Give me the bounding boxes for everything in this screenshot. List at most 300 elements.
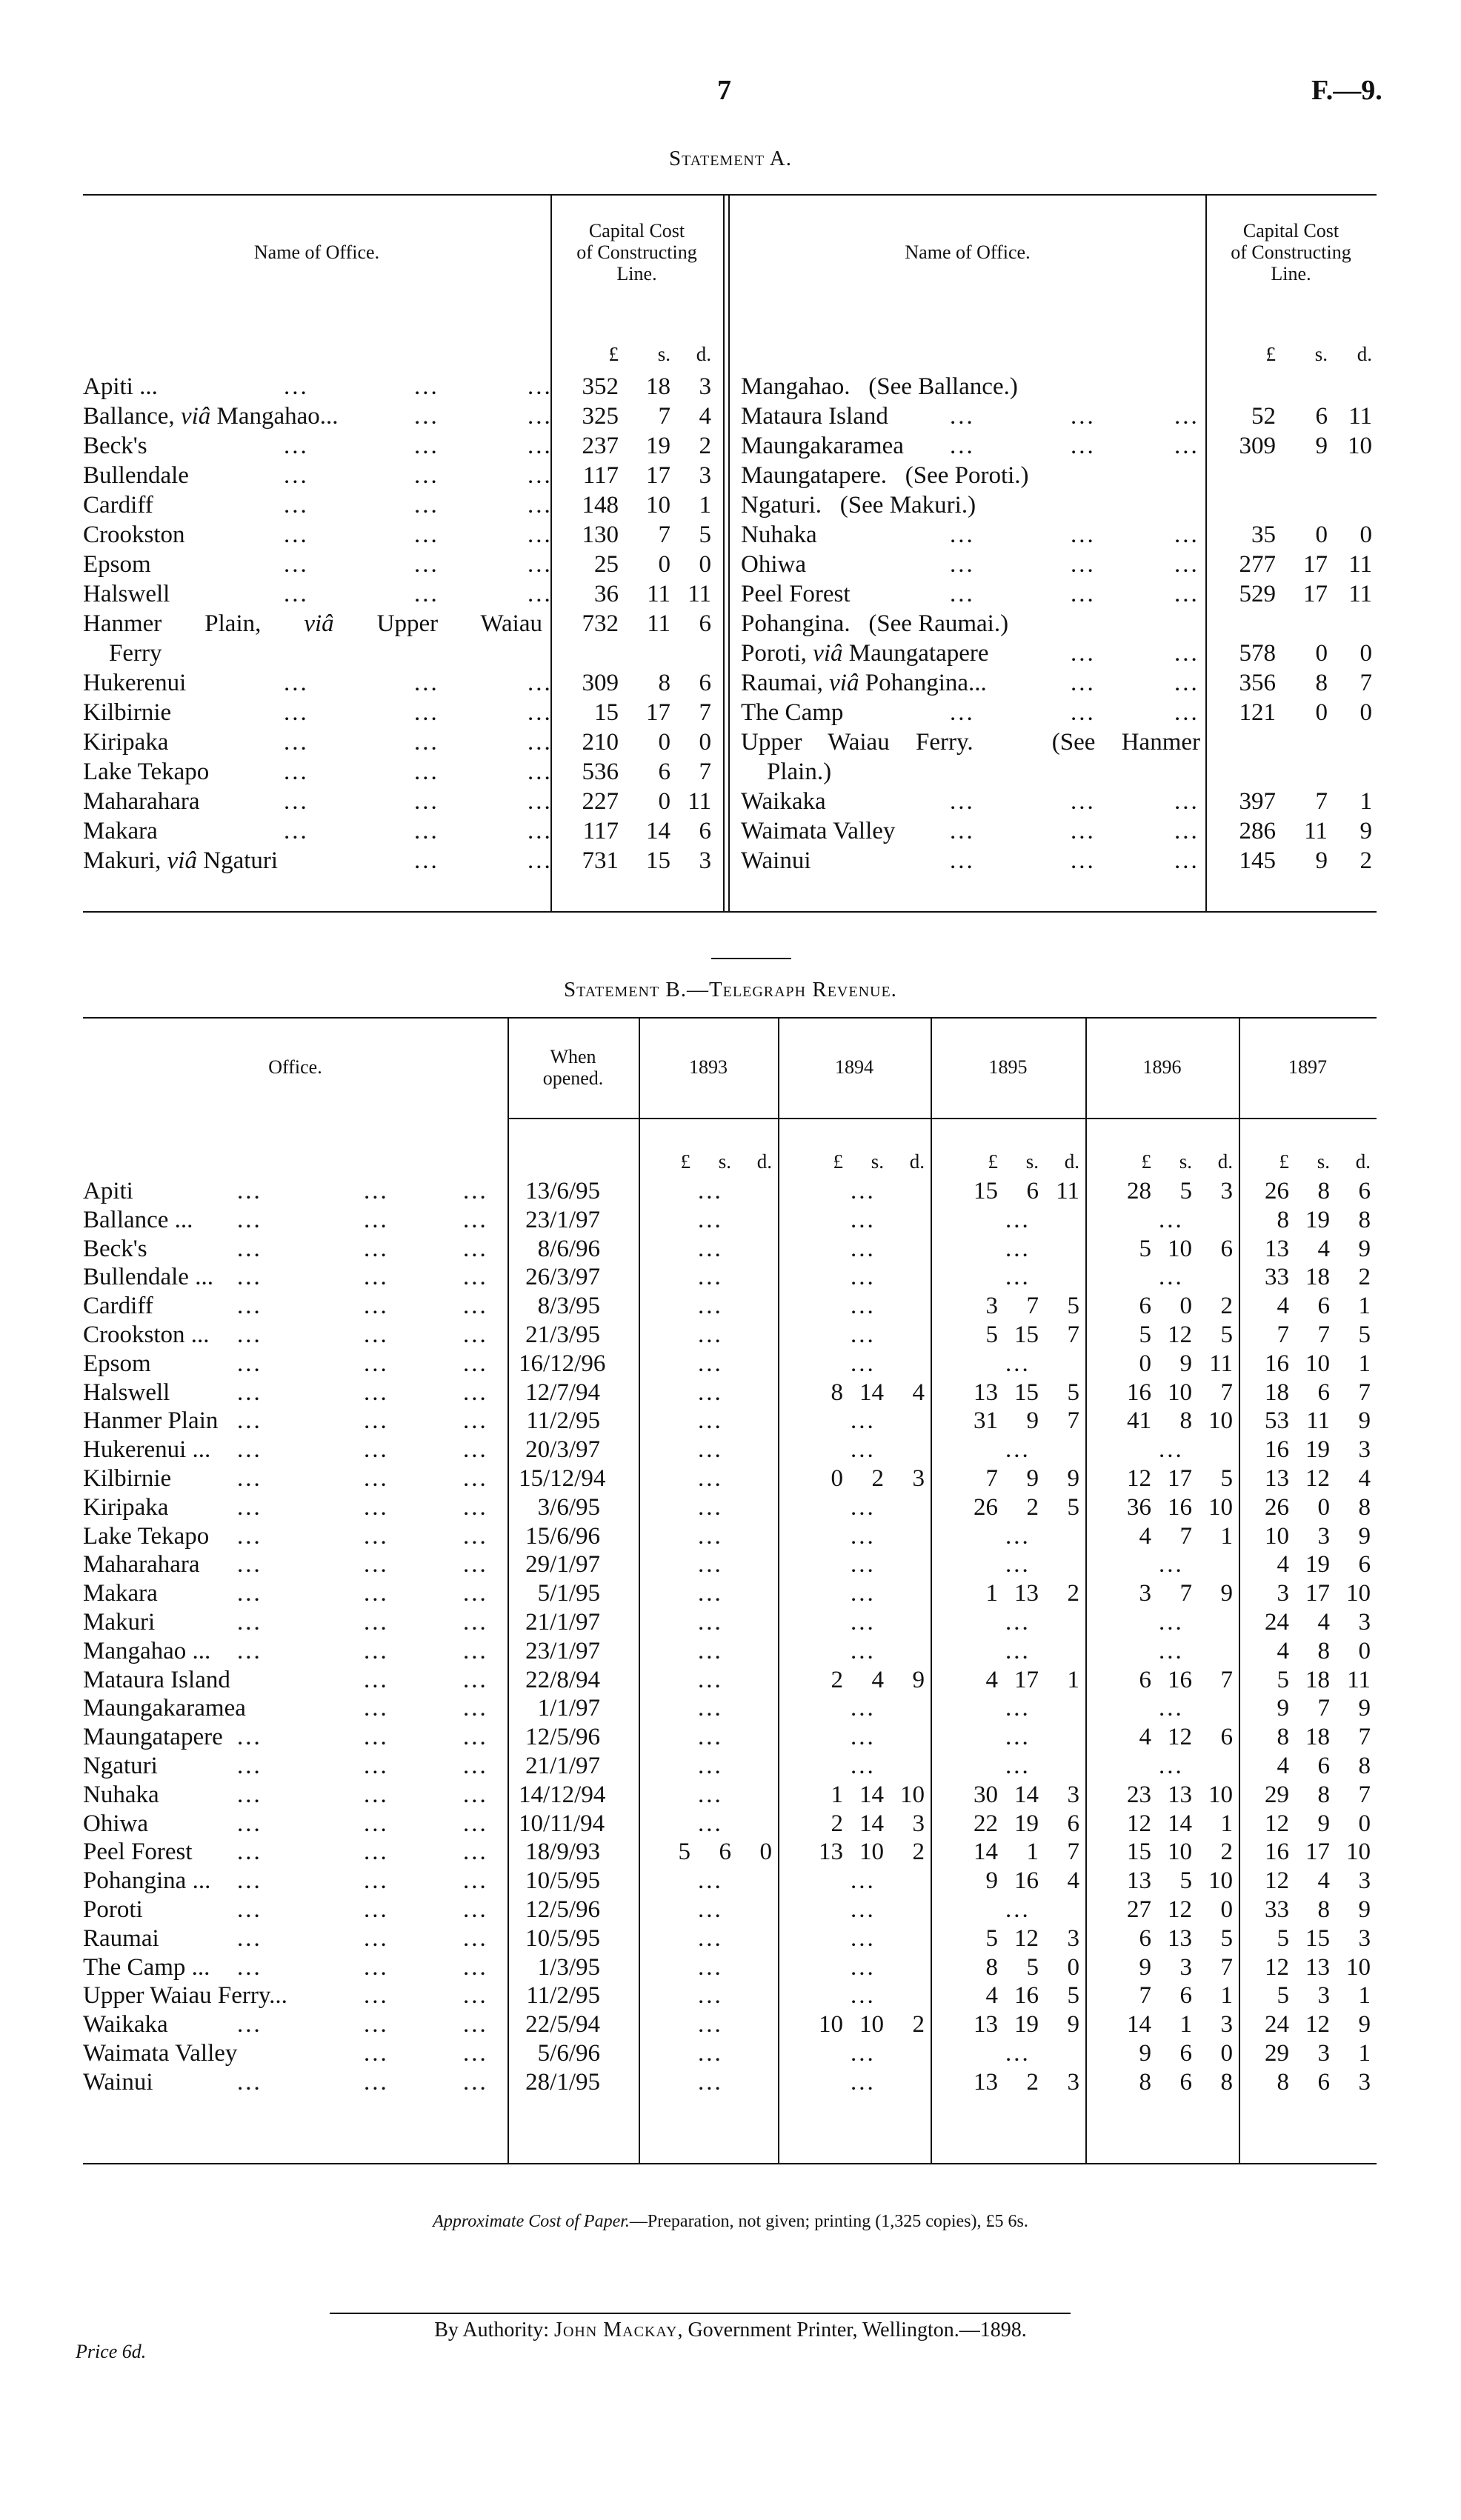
- revenue-1896-pence: 7: [1220, 1379, 1233, 1406]
- revenue-nil-1893: ...: [698, 2040, 723, 2067]
- cost-pence: 11: [688, 788, 711, 815]
- revenue-nil-1894: ...: [851, 1321, 876, 1348]
- revenue-1895-pence: 3: [1067, 1924, 1079, 1952]
- revenue-1897-pence: 6: [1358, 1551, 1371, 1579]
- revenue-nil-1894: ...: [851, 1753, 876, 1779]
- date-opened: 5/6/96: [537, 2040, 600, 2067]
- revenue-1897-pence: 10: [1346, 1953, 1371, 1981]
- cost-pounds: 210: [582, 729, 619, 756]
- revenue-nil-1893: ...: [698, 1695, 723, 1722]
- revenue-nil-1893: ...: [698, 1293, 723, 1320]
- dot-leader: ...: [364, 1551, 389, 1579]
- revenue-nil-1893: ...: [698, 1235, 723, 1262]
- revenue-nil-1893: ...: [698, 1379, 723, 1406]
- revenue-1896-shillings: 9: [1179, 1350, 1192, 1377]
- dot-leader: ...: [284, 433, 309, 459]
- revenue-nil-1893: ...: [698, 1407, 723, 1435]
- office-name: Upper Waiau Ferry. (See Hanmer: [741, 729, 1200, 756]
- dot-leader: ...: [1071, 818, 1096, 844]
- revenue-1895-shillings: 16: [1014, 1982, 1039, 2010]
- revenue-nil-1893: ...: [698, 1551, 723, 1579]
- dot-leader: ...: [364, 1953, 389, 1981]
- unit-label: s.: [1179, 1150, 1192, 1173]
- cost-label: Approximate Cost of Paper.: [433, 2212, 630, 2231]
- office-name: The Camp: [741, 699, 844, 726]
- dot-leader: ...: [284, 699, 309, 726]
- revenue-nil-1894: ...: [851, 1551, 876, 1579]
- revenue-1897-shillings: 12: [1305, 2011, 1330, 2039]
- revenue-1896-pounds: 3: [1139, 1580, 1151, 1607]
- dot-leader: ...: [237, 1637, 262, 1664]
- revenue-1893-shillings: 6: [719, 1839, 731, 1866]
- revenue-1894-pence: 2: [912, 1839, 925, 1866]
- header-line: Capital Cost: [1242, 220, 1339, 241]
- revenue-1897-pence: 4: [1358, 1465, 1371, 1492]
- revenue-1897-pounds: 33: [1265, 1896, 1289, 1923]
- revenue-nil-1895: ...: [1005, 1350, 1031, 1377]
- office-name: Beck's: [83, 1235, 147, 1262]
- office-name: Poroti, viâ Maungatapere: [741, 640, 989, 667]
- revenue-1897-shillings: 12: [1305, 1465, 1330, 1492]
- dot-leader: ...: [414, 462, 439, 489]
- header-line: Line.: [1271, 263, 1311, 284]
- cost-shillings: 7: [1315, 788, 1328, 815]
- revenue-nil-1893: ...: [698, 1465, 723, 1492]
- date-opened: 21/1/97: [525, 1753, 600, 1779]
- date-opened: 29/1/97: [525, 1551, 600, 1579]
- revenue-nil-1893: ...: [698, 1781, 723, 1808]
- revenue-nil-1893: ...: [698, 1264, 723, 1291]
- revenue-nil-1893: ...: [698, 2011, 723, 2039]
- revenue-1896-shillings: 10: [1168, 1839, 1192, 1866]
- revenue-1895-pounds: 30: [974, 1781, 998, 1808]
- revenue-1897-shillings: 6: [1317, 2068, 1330, 2096]
- unit-label: s.: [1025, 1150, 1039, 1173]
- revenue-1895-pounds: 31: [974, 1407, 998, 1435]
- revenue-nil-1894: ...: [851, 1264, 876, 1291]
- column-rule: [931, 1017, 932, 2163]
- revenue-1897-pounds: 4: [1277, 1753, 1289, 1779]
- revenue-1897-shillings: 3: [1317, 2040, 1330, 2067]
- revenue-1894-pounds: 10: [819, 2011, 843, 2039]
- dot-leader: ...: [284, 492, 309, 519]
- revenue-1897-pence: 7: [1358, 1379, 1371, 1406]
- cost-pence: 7: [699, 759, 711, 785]
- revenue-nil-1893: ...: [698, 1436, 723, 1464]
- dot-leader: ...: [237, 1953, 262, 1981]
- unit-label: d.: [696, 343, 711, 365]
- revenue-1895-pence: 2: [1067, 1580, 1079, 1607]
- cost-pence: 9: [1360, 818, 1372, 844]
- footer-rule: [330, 2313, 1071, 2314]
- revenue-nil-1894: ...: [851, 1609, 876, 1636]
- revenue-1896-pounds: 13: [1127, 1867, 1151, 1895]
- dot-leader: ...: [414, 492, 439, 519]
- office-name: Pohangina ...: [83, 1867, 211, 1895]
- office-name: Ballance, viâ Mangahao...: [83, 403, 339, 430]
- revenue-1895-shillings: 19: [1014, 1810, 1039, 1837]
- dot-leader: ...: [237, 1896, 262, 1923]
- cost-pounds: 325: [582, 403, 619, 430]
- dot-leader: ...: [528, 462, 553, 489]
- cost-shillings: 17: [646, 462, 670, 489]
- revenue-nil-1893: ...: [698, 1867, 723, 1895]
- revenue-1895-pounds: 14: [974, 1839, 998, 1866]
- revenue-1895-pounds: 3: [985, 1293, 998, 1320]
- dot-leader: ...: [364, 1982, 389, 2010]
- column-rule: [639, 1017, 640, 2163]
- revenue-1894-pounds: 2: [831, 1666, 843, 1693]
- revenue-1896-shillings: 12: [1168, 1896, 1192, 1923]
- office-name: Mataura Island: [741, 403, 888, 430]
- revenue-1896-shillings: 14: [1168, 1810, 1192, 1837]
- header-line: opened.: [542, 1067, 604, 1089]
- revenue-1896-shillings: 13: [1168, 1924, 1192, 1952]
- revenue-1896-pounds: 23: [1127, 1781, 1151, 1808]
- revenue-1897-shillings: 8: [1317, 1637, 1330, 1664]
- revenue-1894-shillings: 14: [859, 1379, 884, 1406]
- unit-label: d.: [1357, 343, 1372, 365]
- cost-pence: 4: [699, 403, 711, 430]
- dot-leader: ...: [237, 1839, 262, 1866]
- revenue-nil-1895: ...: [1005, 2040, 1031, 2067]
- date-opened: 12/5/96: [525, 1724, 600, 1751]
- revenue-1894-pounds: 2: [831, 1810, 843, 1837]
- revenue-1897-shillings: 9: [1317, 1810, 1330, 1837]
- revenue-nil-1893: ...: [698, 1666, 723, 1693]
- revenue-nil-1895: ...: [1005, 1609, 1031, 1636]
- dot-leader: ...: [1174, 581, 1199, 607]
- revenue-nil-1894: ...: [851, 1293, 876, 1320]
- revenue-1897-shillings: 10: [1305, 1350, 1330, 1377]
- office-name: Hukerenui ...: [83, 1436, 211, 1464]
- revenue-nil-1893: ...: [698, 1896, 723, 1923]
- office-name: Cardiff: [83, 1293, 153, 1320]
- office-name: Ngaturi: [83, 1753, 158, 1779]
- revenue-1897-pounds: 18: [1265, 1379, 1289, 1406]
- header-line: Capital Cost: [588, 220, 685, 241]
- dot-leader: ...: [237, 1522, 262, 1550]
- cost-pence: 10: [1348, 433, 1372, 459]
- revenue-nil-1893: ...: [698, 2068, 723, 2096]
- revenue-nil-1896: ...: [1159, 1264, 1184, 1291]
- revenue-1896-shillings: 5: [1179, 1867, 1192, 1895]
- dot-leader: ...: [364, 1206, 389, 1233]
- dot-leader: ...: [463, 1206, 488, 1233]
- dot-leader: ...: [414, 847, 439, 874]
- revenue-1895-pence: 3: [1067, 1781, 1079, 1808]
- office-name: Ohiwa: [741, 551, 806, 578]
- revenue-1895-pounds: 13: [974, 1379, 998, 1406]
- revenue-1896-pounds: 36: [1127, 1493, 1151, 1521]
- revenue-1896-pence: 0: [1220, 2040, 1233, 2067]
- revenue-1894-shillings: 4: [871, 1666, 884, 1693]
- unit-label: £: [680, 1150, 690, 1173]
- revenue-1897-shillings: 6: [1317, 1753, 1330, 1779]
- cost-pounds: 36: [594, 581, 619, 607]
- dot-leader: ...: [463, 1609, 488, 1636]
- unit-label: d.: [909, 1150, 925, 1173]
- cost-pence: 5: [699, 521, 711, 548]
- revenue-1896-shillings: 0: [1179, 1293, 1192, 1320]
- cost-pence: 0: [1360, 640, 1372, 667]
- revenue-1894-pence: 10: [900, 1781, 925, 1808]
- dot-leader: ...: [364, 1465, 389, 1492]
- revenue-1897-pounds: 9: [1277, 1695, 1289, 1722]
- header-line: When: [550, 1046, 596, 1067]
- revenue-1897-shillings: 3: [1317, 1982, 1330, 2010]
- revenue-1896-pence: 10: [1208, 1867, 1233, 1895]
- dot-leader: ...: [1071, 670, 1096, 696]
- dot-leader: ...: [1071, 433, 1096, 459]
- office-name: Halswell: [83, 1379, 170, 1406]
- dot-leader: ...: [364, 1724, 389, 1751]
- cost-pence: 6: [699, 670, 711, 696]
- cost-pounds: 309: [1239, 433, 1276, 459]
- dot-leader: ...: [463, 1666, 488, 1693]
- revenue-1897-shillings: 4: [1317, 1867, 1330, 1895]
- unit-label: £: [833, 1150, 843, 1173]
- revenue-1897-shillings: 19: [1305, 1436, 1330, 1464]
- revenue-1897-shillings: 18: [1305, 1724, 1330, 1751]
- revenue-1893-pounds: 5: [678, 1839, 690, 1866]
- revenue-1897-shillings: 17: [1305, 1580, 1330, 1607]
- cost-pence: 0: [1360, 521, 1372, 548]
- office-name: Kiripaka: [83, 1493, 169, 1521]
- revenue-nil-1894: ...: [851, 1982, 876, 2010]
- dot-leader: ...: [528, 492, 553, 519]
- dot-leader: ...: [463, 1264, 488, 1291]
- authority-suffix: , Government Printer, Wellington.—1898.: [677, 2319, 1027, 2341]
- revenue-1896-shillings: 12: [1168, 1724, 1192, 1751]
- office-name: Maungakaramea: [741, 433, 904, 459]
- dot-leader: ...: [414, 670, 439, 696]
- cost-pence: 3: [699, 373, 711, 400]
- page-number: 7: [717, 75, 731, 106]
- dot-leader: ...: [463, 1867, 488, 1895]
- office-name: Makuri: [83, 1609, 156, 1636]
- dot-leader: ...: [237, 1580, 262, 1607]
- revenue-1897-pence: 0: [1358, 1810, 1371, 1837]
- revenue-1897-shillings: 18: [1305, 1264, 1330, 1291]
- revenue-1897-shillings: 8: [1317, 1781, 1330, 1808]
- date-opened: 28/1/95: [525, 2068, 600, 2096]
- col-header-office: Office.: [268, 1056, 322, 1078]
- dot-leader: ...: [1071, 699, 1096, 726]
- revenue-1897-pence: 3: [1358, 1867, 1371, 1895]
- office-name: Beck's: [83, 433, 147, 459]
- office-name: Maungatapere: [83, 1724, 223, 1751]
- revenue-nil-1893: ...: [698, 1206, 723, 1233]
- cost-pounds: 35: [1251, 521, 1276, 548]
- header-line: Line.: [616, 263, 657, 284]
- revenue-1896-pence: 5: [1220, 1321, 1233, 1348]
- revenue-1897-pounds: 24: [1265, 2011, 1289, 2039]
- revenue-1895-pence: 3: [1067, 2068, 1079, 2096]
- revenue-1894-pounds: 0: [831, 1465, 843, 1492]
- revenue-1897-shillings: 13: [1305, 1953, 1330, 1981]
- dot-leader: ...: [463, 1321, 488, 1348]
- dot-leader: ...: [364, 1839, 389, 1866]
- cost-pence: 11: [1348, 581, 1372, 607]
- office-name: Plain.): [767, 759, 832, 785]
- revenue-1896-pence: 3: [1220, 2011, 1233, 2039]
- dot-leader: ...: [284, 759, 309, 785]
- revenue-1896-pounds: 5: [1139, 1235, 1151, 1262]
- dot-leader: ...: [1071, 788, 1096, 815]
- statement-b-title: Statement B.—Telegraph Revenue.: [564, 978, 897, 1001]
- dot-leader: ...: [463, 1465, 488, 1492]
- dot-leader: ...: [528, 581, 553, 607]
- revenue-1895-pounds: 13: [974, 2011, 998, 2039]
- revenue-1895-pence: 5: [1067, 1293, 1079, 1320]
- dot-leader: ...: [463, 1982, 488, 2010]
- revenue-1896-pence: 11: [1209, 1350, 1233, 1377]
- cost-shillings: 15: [646, 847, 670, 874]
- revenue-nil-1896: ...: [1159, 1753, 1184, 1779]
- cost-shillings: 9: [1315, 847, 1328, 874]
- date-opened: 14/12/94: [519, 1781, 606, 1808]
- cost-shillings: 6: [1315, 403, 1328, 430]
- office-name: Waikaka: [83, 2011, 168, 2039]
- cost-pence: 1: [699, 492, 711, 519]
- cost-pounds: 356: [1239, 670, 1276, 696]
- dot-leader: ...: [528, 551, 553, 578]
- revenue-nil-1894: ...: [851, 2040, 876, 2067]
- revenue-1897-pounds: 8: [1277, 1724, 1289, 1751]
- dot-leader: ...: [463, 1551, 488, 1579]
- dot-leader: ...: [364, 1321, 389, 1348]
- revenue-nil-1895: ...: [1005, 1724, 1031, 1751]
- revenue-1895-pounds: 13: [974, 2068, 998, 2096]
- office-name: Apiti ...: [83, 373, 158, 400]
- revenue-nil-1895: ...: [1005, 1264, 1031, 1291]
- revenue-nil-1893: ...: [698, 1321, 723, 1348]
- revenue-1895-pounds: 4: [985, 1982, 998, 2010]
- cost-shillings: 0: [658, 729, 670, 756]
- revenue-1897-pence: 9: [1358, 1522, 1371, 1550]
- revenue-1894-pence: 2: [912, 2011, 925, 2039]
- dot-leader: ...: [237, 1724, 262, 1751]
- unit-label: £: [1265, 343, 1276, 365]
- revenue-1897-shillings: 0: [1317, 1493, 1330, 1521]
- dot-leader: ...: [1174, 699, 1199, 726]
- revenue-1896-pounds: 4: [1139, 1724, 1151, 1751]
- revenue-1897-pounds: 26: [1265, 1178, 1289, 1204]
- revenue-1895-shillings: 9: [1026, 1407, 1039, 1435]
- dot-leader: ...: [237, 1810, 262, 1837]
- revenue-1895-pence: 9: [1067, 2011, 1079, 2039]
- office-name: Apiti: [83, 1178, 133, 1204]
- revenue-1895-pence: 6: [1067, 1810, 1079, 1837]
- revenue-1896-pounds: 6: [1139, 1924, 1151, 1952]
- revenue-nil-1893: ...: [698, 1178, 723, 1204]
- cost-pence: 2: [1360, 847, 1372, 874]
- revenue-nil-1893: ...: [698, 1953, 723, 1981]
- dot-leader: ...: [364, 1924, 389, 1952]
- revenue-nil-1894: ...: [851, 1867, 876, 1895]
- revenue-1897-pounds: 8: [1277, 2068, 1289, 2096]
- dot-leader: ...: [950, 847, 975, 874]
- revenue-1897-pounds: 5: [1277, 1982, 1289, 2010]
- office-name: Cardiff: [83, 492, 153, 519]
- dot-leader: ...: [364, 1781, 389, 1808]
- office-name: Kilbirnie: [83, 699, 172, 726]
- date-opened: 22/5/94: [525, 2011, 600, 2039]
- revenue-1894-shillings: 10: [859, 1839, 884, 1866]
- revenue-1897-pounds: 16: [1265, 1839, 1289, 1866]
- cost-pounds: 529: [1239, 581, 1276, 607]
- revenue-1894-pounds: 8: [831, 1379, 843, 1406]
- office-name: Makara: [83, 1580, 158, 1607]
- revenue-1894-shillings: 10: [859, 2011, 884, 2039]
- dot-leader: ...: [463, 1522, 488, 1550]
- dot-leader: ...: [237, 1924, 262, 1952]
- cost-pence: 11: [1348, 403, 1372, 430]
- cost-text: —Preparation, not given; printing (1,325 copies), £5 6s.: [629, 2212, 1028, 2231]
- statement-a-title: Statement A.: [669, 147, 792, 170]
- revenue-nil-1896: ...: [1159, 1695, 1184, 1722]
- revenue-nil-1895: ...: [1005, 1206, 1031, 1233]
- dot-leader: ...: [364, 1637, 389, 1664]
- revenue-1897-pence: 1: [1358, 1350, 1371, 1377]
- revenue-1895-pounds: 5: [985, 1321, 998, 1348]
- dot-leader: ...: [414, 433, 439, 459]
- revenue-1895-pence: 0: [1067, 1953, 1079, 1981]
- cost-of-paper: [0, 2212, 1461, 2232]
- revenue-1897-pounds: 5: [1277, 1924, 1289, 1952]
- dot-leader: ...: [364, 1493, 389, 1521]
- office-name: Epsom: [83, 551, 151, 578]
- date-opened: 3/6/95: [537, 1493, 600, 1521]
- authority-prefix: By Authority:: [434, 2319, 555, 2341]
- revenue-nil-1893: ...: [698, 1982, 723, 2010]
- revenue-1897-pence: 2: [1358, 1264, 1371, 1291]
- revenue-1896-pence: 1: [1220, 1810, 1233, 1837]
- dot-leader: ...: [414, 551, 439, 578]
- office-name: Mangahao. (See Ballance.): [741, 373, 1018, 400]
- date-opened: 13/6/95: [525, 1178, 600, 1204]
- revenue-nil-1895: ...: [1005, 1522, 1031, 1550]
- revenue-1897-pounds: 8: [1277, 1206, 1289, 1233]
- revenue-1896-pounds: 6: [1139, 1293, 1151, 1320]
- cost-shillings: 0: [658, 788, 670, 815]
- revenue-1897-pounds: 13: [1265, 1465, 1289, 1492]
- col-header-year: 1893: [689, 1056, 728, 1078]
- revenue-1895-shillings: 16: [1014, 1867, 1039, 1895]
- revenue-1895-pounds: 1: [985, 1580, 998, 1607]
- office-name: Peel Forest: [83, 1839, 193, 1866]
- revenue-1894-shillings: 14: [859, 1810, 884, 1837]
- paper-code: F.—9.: [1311, 75, 1382, 106]
- revenue-nil-1894: ...: [851, 1235, 876, 1262]
- dot-leader: ...: [414, 788, 439, 815]
- dot-leader: ...: [237, 1206, 262, 1233]
- revenue-1896-pence: 5: [1220, 1924, 1233, 1952]
- cost-shillings: 11: [647, 610, 670, 637]
- dot-leader: ...: [284, 521, 309, 548]
- dot-leader: ...: [364, 2068, 389, 2096]
- revenue-1897-shillings: 11: [1306, 1407, 1330, 1435]
- date-opened: 10/5/95: [525, 1924, 600, 1952]
- cost-shillings: 11: [647, 581, 670, 607]
- revenue-1897-shillings: 18: [1305, 1666, 1330, 1693]
- dot-leader: ...: [364, 1293, 389, 1320]
- dot-leader: ...: [1071, 551, 1096, 578]
- office-name: Peel Forest: [741, 581, 851, 607]
- dot-leader: ...: [528, 759, 553, 785]
- cost-pounds: 227: [582, 788, 619, 815]
